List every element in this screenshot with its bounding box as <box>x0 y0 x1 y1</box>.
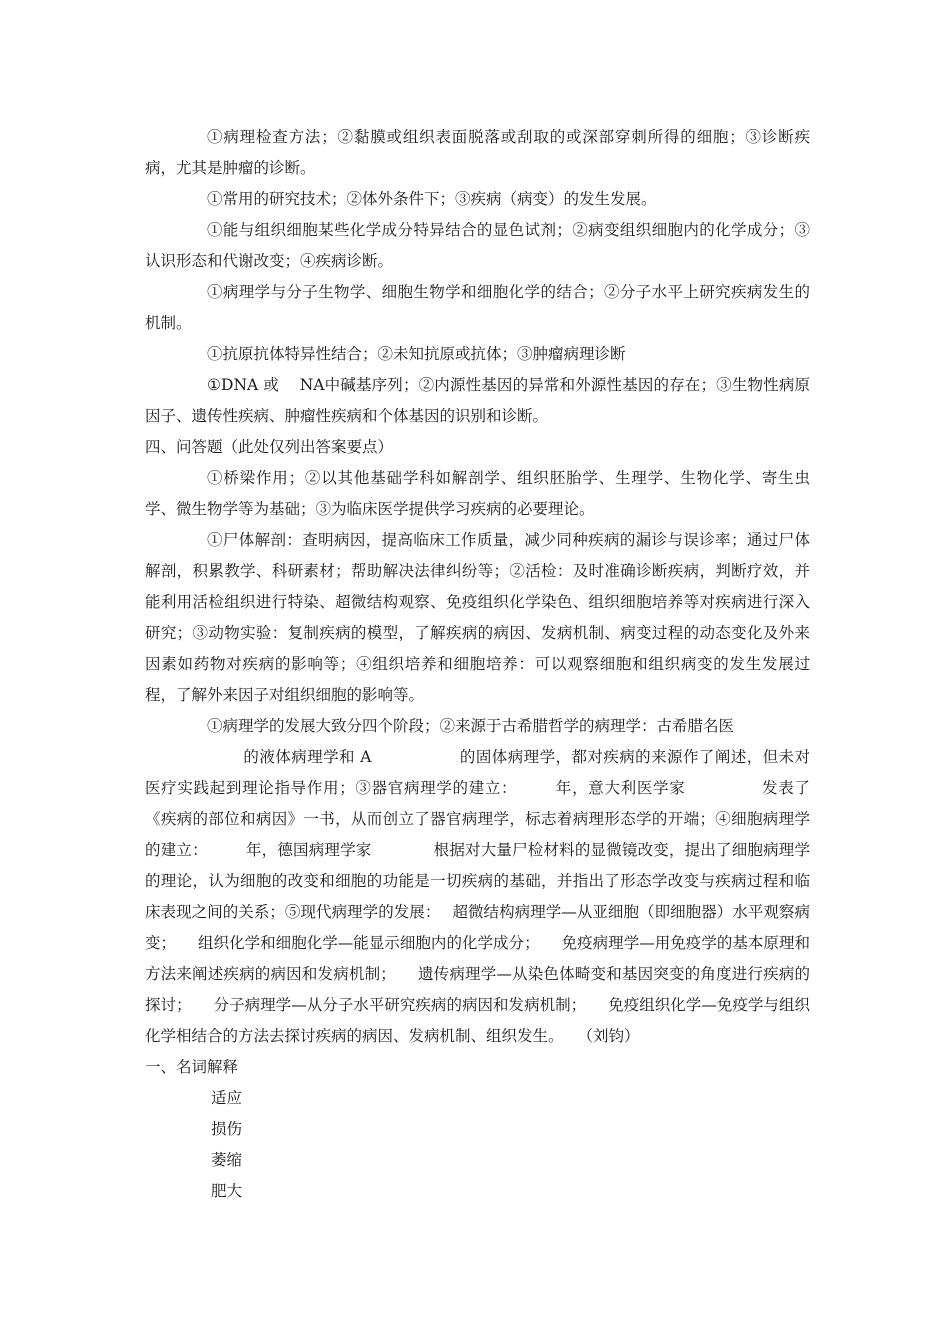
history-text: 免疫组织化学—免疫学与组织化学相结合的方法去探讨疾病的病因、发病机制、组织发生。 <box>145 996 810 1045</box>
history-text: ①病理学的发展大致分四个阶段；②来源于古希腊哲学的病理学：古希腊名医 <box>207 717 735 735</box>
term-item: 适应 <box>211 1089 243 1107</box>
history-text: 根据对大量尸检材料的显微镜改变，提出了细胞病理学的理论，认为细胞的改变和细胞的功能是一切疾病的基础，并指出了形态学改变与疾病过程和临床表现之间的关系；⑤现代病理学的发展： <box>145 841 810 921</box>
history-text: 超微结构病理学—从亚细胞（即细胞器）水平观察病变； <box>145 903 810 952</box>
history-text: 年，德国病理学家 <box>245 841 372 859</box>
section-heading-qa: 四、问答题（此处仅列出答案要点） <box>145 438 394 456</box>
answer-paragraph: ①病理检查方法；②黏膜或组织表面脱落或刮取的或深部穿刺所得的细胞；③诊断疾病，尤其是肿瘤的诊断。 <box>145 128 810 177</box>
section-heading-terms: 一、名词解释 <box>145 1058 239 1076</box>
answer-paragraph: ①常用的研究技术；②体外条件下；③疾病（病变）的发生发展。 <box>207 190 657 208</box>
answer-paragraph: ①能与组织细胞某些化学成分特异结合的显色试剂；②病变组织细胞内的化学成分；③认识形态和代谢改变；④疾病诊断。 <box>145 221 810 270</box>
history-text: 年，意大利医学家 <box>555 779 686 797</box>
answer-paragraph: ①病理学与分子生物学、细胞生物学和细胞化学的结合；②分子水平上研究疾病发生的机制。 <box>145 283 810 332</box>
document-page <box>145 122 810 1207</box>
answer-paragraph: ①抗原抗体特异性结合；②未知抗原或抗体；③肿瘤病理诊断 <box>207 345 626 363</box>
qa-answer-paragraph: ①桥梁作用；②以其他基础学科如解剖学、组织胚胎学、生理学、生物化学、寄生虫学、微生物学等为基础；③为临床医学提供学习疾病的必要理论。 <box>145 469 810 518</box>
term-item: 肥大 <box>211 1182 243 1200</box>
history-text: 遗传病理学—从染色体畸变和基因突变的角度进行疾病的探讨； <box>145 965 810 1014</box>
qa-answer-paragraph: ①尸体解剖：查明病因，提高临床工作质量，减少同种疾病的漏诊与误诊率；通过尸体解剖，积累教学、科研素材；帮助解决法律纠纷等；②活检：及时准确诊断疾病，判断疗效，并能利用活检组织进行特染、超微结构观察、免疫组织化学染色、组织细胞培养等对疾病进行深入研究；③动物实验：复制疾病的模型，了解疾病的病因、发病机制、病变过程的动态变化及外来因素如药物对疾病的影响等；④组织培养和细胞培养：可以观察细胞和组织病变的发生发展过程，了解外来因子对组织细胞的影响等。 <box>145 531 810 704</box>
author-name: （刘钧） <box>577 1027 640 1045</box>
answer-paragraph: ①DNA 或 NA中碱基序列；②内源性基因的异常和外源性基因的存在；③生物性病原因子、遗传性疾病、肿瘤性疾病和个体基因的识别和诊断。 <box>145 376 810 425</box>
history-text: 组织化学和细胞化学—能显示细胞内的化学成分； <box>198 934 540 952</box>
history-text: 的液体病理学和 A <box>243 748 372 766</box>
history-text: 发表了《疾病的部位和病因》一书，从而创立了器官病理学，标志着病理形态学的开端；④细胞病理学的建立： <box>145 779 810 859</box>
term-item: 萎缩 <box>211 1151 243 1169</box>
history-text: 分子病理学—从分子水平研究疾病的病因和发病机制； <box>213 996 587 1014</box>
history-answer-paragraph <box>145 711 810 1052</box>
term-item: 损伤 <box>211 1120 243 1138</box>
history-text: 免疫病理学—用免疫学的基本原理和方法来阐述疾病的病因和发病机制； <box>145 934 810 983</box>
history-text: 的固体病理学，都对疾病的来源作了阐述，但未对医疗实践起到理论指导作用；③器官病理学的建立： <box>145 748 810 797</box>
